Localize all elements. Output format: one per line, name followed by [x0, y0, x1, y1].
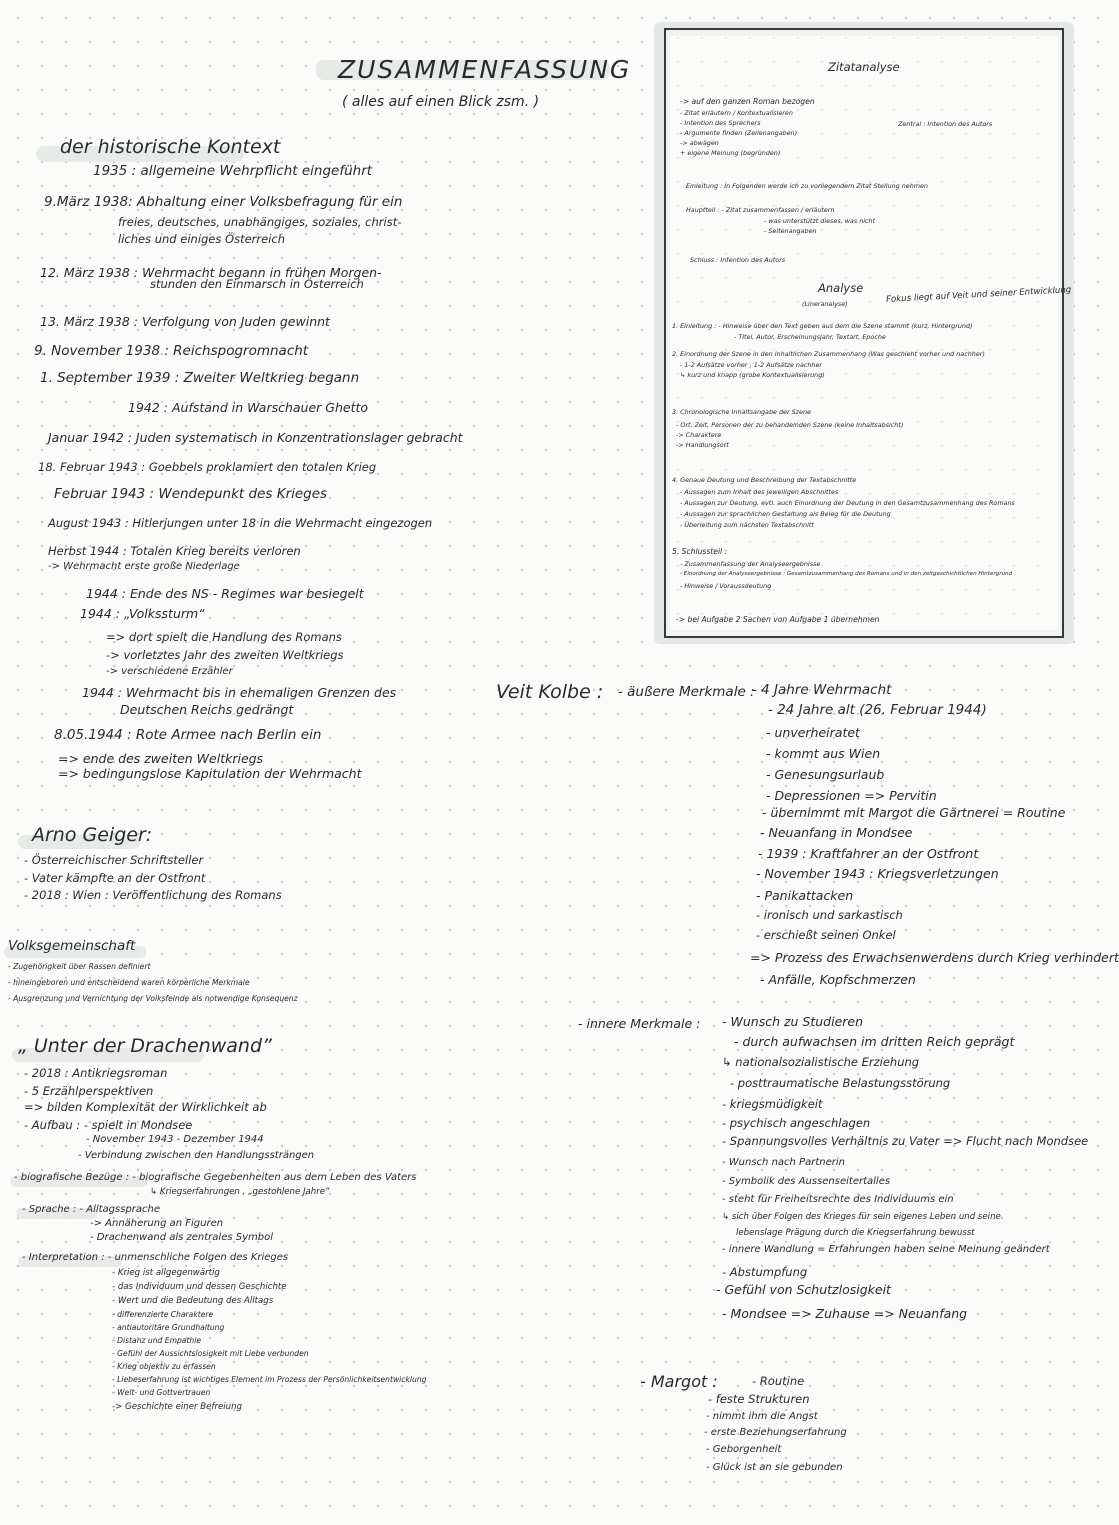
- novel-line: - Sprache : - Alltagssprache: [22, 1204, 161, 1215]
- zitat-note: Zentral : Intention des Autors: [898, 120, 993, 128]
- veit-outer-item: - kommt aus Wien: [766, 746, 881, 761]
- history-line: 18. Februar 1943 : Goebbels proklamiert den totalen Krieg: [38, 460, 377, 474]
- novel-line: - Verbindung zwischen den Handlungssträngen: [78, 1150, 315, 1161]
- history-line: -> vorletztes Jahr des zweiten Weltkriegs: [106, 648, 344, 662]
- margot-line: - feste Strukturen: [708, 1392, 810, 1406]
- analyse-line: 4. Genaue Deutung und Beschreibung der Textabschnitte: [672, 476, 857, 484]
- history-line: 13. März 1938 : Verfolgung von Juden gewinnt: [40, 314, 330, 329]
- veit-outer-label: - äußere Merkmale :: [618, 684, 755, 700]
- history-line: August 1943 : Hitlerjungen unter 18 in die Wehrmacht eingezogen: [48, 516, 433, 530]
- novel-line: -> Geschichte einer Befreiung: [112, 1402, 243, 1412]
- veit-outer-item: - ironisch und sarkastisch: [756, 908, 903, 922]
- novel-heading: „ Unter der Drachenwand”: [18, 1035, 272, 1057]
- history-line: stunden den Einmarsch in Österreich: [150, 277, 364, 291]
- novel-line: ↳ Kriegserfahrungen , „gestohlene Jahre”: [150, 1187, 330, 1197]
- veit-heading: Veit Kolbe :: [496, 681, 604, 703]
- zitat-line: + eigene Meinung (begründen): [680, 149, 781, 157]
- analyse-note: Fokus liegt auf Veit und seiner Entwicklung: [885, 285, 1072, 305]
- veit-inner-label: - innere Merkmale :: [578, 1016, 701, 1031]
- history-line: => ende des zweiten Weltkriegs: [58, 751, 264, 766]
- analyse-line: 1. Einleitung : - Hinweise über den Text geben aus dem die Szene stammt (kurz, Hintergrund): [672, 322, 973, 330]
- novel-line: - November 1943 - Dezember 1944: [86, 1134, 264, 1145]
- margot-line: - Geborgenheit: [706, 1444, 782, 1455]
- analyse-line: - Einordnung der Analyseergebnisse : Gesamtzusammenhang des Romans und in den zeitgeschichtlichen Hintergrund: [680, 571, 1013, 577]
- novel-line: - Aufbau : - spielt in Mondsee: [24, 1118, 193, 1132]
- novel-line: - biografische Bezüge : - biografische Gegebenheiten aus dem Leben des Vaters: [14, 1172, 417, 1183]
- volk-line: - hineingeboren und entscheidend waren körperliche Merkmale: [8, 978, 250, 987]
- novel-line: - Krieg objektiv zu erfassen: [112, 1362, 216, 1371]
- schluss: Schluss : Intention des Autors: [690, 256, 786, 264]
- author-line: - Österreichischer Schriftsteller: [24, 853, 204, 867]
- veit-inner-item: - durch aufwachsen im dritten Reich geprägt: [734, 1034, 1015, 1049]
- analyse-line: - Überleitung zum nächsten Textabschnitt: [680, 521, 814, 529]
- volk-line: - Ausgrenzung und Vernichtung der Volksfeinde als notwendige Konsequenz: [8, 994, 298, 1003]
- analyse-line: 2. Einordnung der Szene in den inhaltlichen Zusammenhang (Was geschieht vorher und nachher): [672, 350, 985, 358]
- veit-outer-item: - Panikattacken: [756, 888, 854, 903]
- analyse-line: - 1-2 Aufsätze vorher ; 1-2 Aufsätze nachher: [680, 361, 823, 369]
- hauptteil-line: Hauptteil : - Zitat zusammenfassen / erläutern: [686, 206, 835, 214]
- history-line: 1944 : Ende des NS - Regimes war besiegelt: [86, 586, 364, 601]
- history-line: -> Wehrmacht erste große Niederlage: [48, 561, 240, 572]
- veit-inner-item: lebenslage Prägung durch die Kriegserfahrung bewusst: [736, 1228, 975, 1238]
- veit-outer-item: - 24 Jahre alt (26. Februar 1944): [768, 702, 987, 718]
- analyse-line: -> Handlungsort: [676, 441, 729, 449]
- history-heading: der historische Kontext: [60, 136, 281, 158]
- zitat-line: -> auf den ganzen Roman bezogen: [680, 97, 815, 106]
- history-line: 1944 : „Volkssturm“: [80, 606, 205, 621]
- novel-line: - 2018 : Antikriegsroman: [24, 1066, 168, 1080]
- margot-line: - Routine: [752, 1374, 805, 1388]
- veit-outer-item: - erschießt seinen Onkel: [756, 928, 896, 942]
- veit-inner-item: - kriegsmüdigkeit: [722, 1097, 823, 1111]
- novel-line: - Welt- und Gottvertrauen: [112, 1388, 211, 1397]
- veit-inner-item: - Spannungsvolles Verhältnis zu Vater => Flucht nach Mondsee: [722, 1134, 1089, 1148]
- history-line: 1. September 1939 : Zweiter Weltkrieg begann: [40, 370, 360, 386]
- veit-inner-item: - Mondsee => Zuhause => Neuanfang: [722, 1306, 968, 1321]
- veit-outer-item: - Neuanfang in Mondsee: [760, 825, 913, 840]
- analyse-sub: (Lineranalyse): [802, 300, 848, 308]
- zitat-line: - Intention des Sprechers: [680, 119, 761, 127]
- veit-inner-item: - Abstumpfung: [722, 1265, 808, 1279]
- analyse-line: 3. Chronologische Inhaltsangabe der Szene: [672, 408, 811, 416]
- veit-outer-item: - Depressionen => Pervitin: [766, 788, 937, 803]
- history-line: 9. November 1938 : Reichspogromnacht: [34, 343, 309, 359]
- hauptteil-line: - Seitenangaben: [764, 227, 817, 235]
- novel-line: - 5 Erzählperspektiven: [24, 1084, 154, 1098]
- author-heading: Arno Geiger:: [32, 824, 153, 846]
- veit-inner-item: - posttraumatische Belastungsstörung: [730, 1076, 951, 1090]
- zitat-line: - Zitat erläutern / Kontextualisieren: [680, 109, 793, 117]
- history-line: Januar 1942 : Juden systematisch in Konzentrationslager gebracht: [48, 430, 463, 445]
- novel-line: - Distanz und Empathie: [112, 1336, 202, 1345]
- novel-line: -> Annäherung an Figuren: [90, 1218, 224, 1229]
- veit-outer-item: - unverheiratet: [766, 725, 860, 740]
- margot-line: - Glück ist an sie gebunden: [706, 1462, 843, 1473]
- zitat-line: -> abwägen: [680, 139, 719, 147]
- page-title: ZUSAMMENFASSUNG: [338, 55, 632, 84]
- novel-line: => bilden Komplexität der Wirklichkeit ab: [24, 1100, 267, 1114]
- novel-line: - antiautoritäre Grundhaltung: [112, 1323, 225, 1332]
- analyse-line: ↳ kurz und knapp (grobe Kontextualisierung): [680, 371, 825, 379]
- veit-outer-item: - übernimmt mit Margot die Gärtnerei = Routine: [762, 805, 1066, 820]
- page-subtitle: ( alles auf einen Blick zsm. ): [342, 94, 540, 110]
- analyse-line: - Zusammenfassung der Analyseergebnisse: [680, 560, 821, 568]
- history-line: -> verschiedene Erzähler: [106, 666, 233, 677]
- veit-inner-item: - psychisch angeschlagen: [722, 1116, 871, 1130]
- history-line: 12. März 1938 : Wehrmacht begann in frühen Morgen-: [40, 265, 382, 280]
- history-line: 1944 : Wehrmacht bis in ehemaligen Grenzen des: [82, 685, 397, 700]
- history-line: freies, deutsches, unabhängiges, soziales, christ-: [118, 215, 402, 229]
- einleitung: Einleitung : In Folgenden werde ich zu vorliegendem Zitat Stellung nehmen: [686, 182, 928, 190]
- veit-inner-item: - Gefühl von Schutzlosigkeit: [716, 1282, 891, 1297]
- history-line: => bedingungslose Kapitulation der Wehrmacht: [58, 766, 362, 781]
- hauptteil-line: - was unterstützt dieses, was nicht: [764, 217, 876, 225]
- margot-line: - erste Beziehungserfahrung: [704, 1427, 847, 1438]
- novel-line: - Liebeserfahrung ist wichtiges Element im Prozess der Persönlichkeitsentwicklung: [112, 1375, 427, 1384]
- veit-outer-item: - 4 Jahre Wehrmacht: [752, 682, 892, 698]
- margot-heading: - Margot :: [640, 1372, 718, 1391]
- box-footer: -> bei Aufgabe 2 Sachen von Aufgabe 1 übernehmen: [676, 615, 880, 624]
- veit-inner-item: - Wunsch nach Partnerin: [722, 1157, 845, 1168]
- veit-outer-item: - 1939 : Kraftfahrer an der Ostfront: [758, 846, 979, 861]
- history-line: Februar 1943 : Wendepunkt des Krieges: [54, 486, 328, 502]
- veit-inner-item: - steht für Freiheitsrechte des Individuums ein: [722, 1194, 954, 1205]
- analyse-line: -> Charaktere: [676, 431, 722, 439]
- analyse-line: - Ort, Zeit, Personen der zu behandelnden Szene (keine Inhaltsabsicht): [676, 421, 904, 429]
- veit-outer-item: - November 1943 : Kriegsverletzungen: [756, 866, 999, 881]
- analyse-heading: Analyse: [818, 281, 864, 295]
- author-line: - Vater kämpfte an der Ostfront: [24, 871, 206, 885]
- analyse-line: - Aussagen zur sprachlichen Gestaltung als Beleg für die Deutung: [680, 510, 891, 518]
- zitat-line: - Argumente finden (Zeilenangaben): [680, 129, 798, 137]
- veit-inner-item: ↳ sich über Folgen des Krieges für sein eigenes Leben und seine: [722, 1212, 1001, 1222]
- veit-inner-item: - Symbolik des Aussenseitertalles: [722, 1176, 891, 1187]
- analyse-line: 5. Schlussteil :: [672, 547, 728, 556]
- history-line: liches und einiges Österreich: [118, 232, 285, 246]
- analyse-line: - Aussagen zum Inhalt des jeweiligen Abschnittes: [680, 488, 839, 496]
- novel-line: - Interpretation : - unmenschliche Folgen des Krieges: [22, 1252, 289, 1263]
- veit-inner-item: - Wunsch zu Studieren: [722, 1014, 864, 1029]
- margot-line: - nimmt ihm die Angst: [706, 1411, 818, 1422]
- veit-inner-item: ↳ nationalsozialistische Erziehung: [722, 1055, 920, 1069]
- history-line: => dort spielt die Handlung des Romans: [106, 630, 342, 644]
- novel-line: - differenzierte Charaktere: [112, 1310, 214, 1319]
- novel-line: - Wert und die Bedeutung des Alltags: [112, 1296, 274, 1306]
- novel-line: - Krieg ist allgegenwärtig: [112, 1268, 220, 1278]
- history-line: Deutschen Reichs gedrängt: [120, 702, 294, 717]
- novel-line: - das Individuum und dessen Geschichte: [112, 1282, 287, 1292]
- zitat-heading: Zitatanalyse: [828, 60, 900, 74]
- novel-line: - Drachenwand als zentrales Symbol: [90, 1232, 273, 1243]
- novel-line: - Gefühl der Aussichtslosigkeit mit Liebe verbunden: [112, 1349, 309, 1358]
- analyse-line: - Aussagen zur Deutung, evtl. auch Einordnung der Deutung in den Gesamtzusammenhang des Romans: [680, 499, 1015, 507]
- analyse-line: - Hinweise / Voraussdeutung: [680, 582, 772, 590]
- analyse-line: - Titel, Autor, Erscheinungsjahr, Textart, Epoche: [734, 333, 886, 341]
- volk-heading: Volksgemeinschaft: [8, 938, 136, 954]
- veit-outer-item: => Prozess des Erwachsenwerdens durch Krieg verhindert: [750, 950, 1119, 965]
- volk-line: - Zugehörigkeit über Rassen definiert: [8, 962, 151, 971]
- author-line: - 2018 : Wien : Veröffentlichung des Romans: [24, 888, 282, 902]
- history-line: 9.März 1938: Abhaltung einer Volksbefragung für ein: [44, 194, 403, 210]
- history-line: 1935 : allgemeine Wehrpflicht eingeführt: [93, 163, 373, 179]
- history-line: Herbst 1944 : Totalen Krieg bereits verloren: [48, 544, 301, 558]
- history-line: 1942 : Aufstand in Warschauer Ghetto: [128, 400, 369, 415]
- history-line: 8.05.1944 : Rote Armee nach Berlin ein: [54, 727, 322, 743]
- veit-outer-item: - Genesungsurlaub: [766, 767, 885, 782]
- veit-outer-item: - Anfälle, Kopfschmerzen: [760, 972, 916, 987]
- veit-inner-item: - innere Wandlung = Erfahrungen haben seine Meinung geändert: [722, 1244, 1050, 1255]
